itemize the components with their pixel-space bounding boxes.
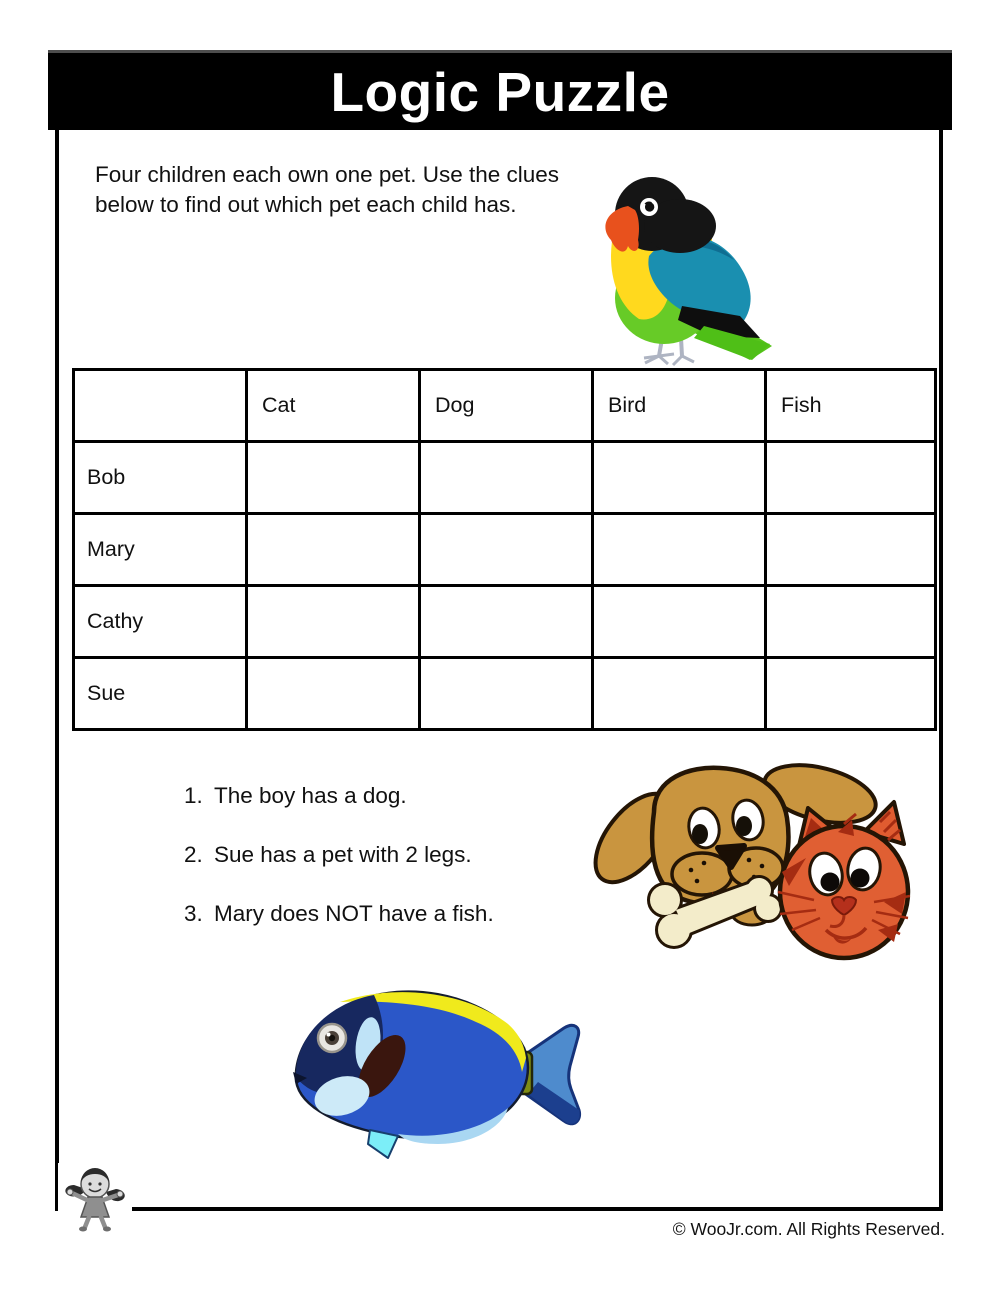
grid-cell[interactable] bbox=[420, 442, 593, 514]
row-header-sue: Sue bbox=[74, 658, 247, 730]
page-title: Logic Puzzle bbox=[330, 60, 670, 123]
grid-cell[interactable] bbox=[420, 658, 593, 730]
instructions-line-2: below to find out which pet each child has. bbox=[95, 191, 517, 217]
grid-cell[interactable] bbox=[593, 514, 766, 586]
grid-row-sue bbox=[74, 658, 936, 730]
cat-image bbox=[778, 802, 910, 958]
mascot-logo bbox=[58, 1163, 132, 1237]
column-header-dog: Dog bbox=[420, 370, 593, 442]
clues-list bbox=[184, 783, 494, 960]
fish-illustration bbox=[280, 982, 594, 1160]
clue-3-text: Mary does NOT have a fish. bbox=[214, 901, 494, 926]
clue-3-number: 3. bbox=[184, 901, 203, 926]
answer-grid bbox=[72, 368, 937, 731]
grid-cell[interactable] bbox=[247, 586, 420, 658]
clue-1-number: 1. bbox=[184, 783, 203, 808]
row-header-cathy: Cathy bbox=[74, 586, 247, 658]
column-header-bird: Bird bbox=[593, 370, 766, 442]
grid-row-bob bbox=[74, 442, 936, 514]
grid-cell[interactable] bbox=[420, 586, 593, 658]
grid-cell[interactable] bbox=[593, 442, 766, 514]
instructions-line-1: Four children each own one pet. Use the clues bbox=[95, 162, 560, 187]
copyright-text: © WooJr.com. All Rights Reserved. bbox=[672, 1219, 945, 1239]
grid-row-cathy bbox=[74, 586, 936, 658]
grid-cell[interactable] bbox=[766, 658, 936, 730]
title-bar bbox=[48, 50, 952, 130]
grid-cell[interactable] bbox=[766, 442, 936, 514]
clue-2-text: Sue has a pet with 2 legs. bbox=[214, 842, 472, 867]
grid-cell[interactable] bbox=[593, 658, 766, 730]
corner-cell bbox=[74, 370, 247, 442]
grid-cell[interactable] bbox=[766, 586, 936, 658]
bird-illustration bbox=[592, 170, 788, 368]
clue-1-text: The boy has a dog. bbox=[214, 783, 407, 808]
clue-2 bbox=[184, 842, 494, 868]
instructions-text bbox=[95, 160, 559, 219]
row-header-mary: Mary bbox=[74, 514, 247, 586]
clue-3 bbox=[184, 901, 494, 927]
grid-cell[interactable] bbox=[247, 658, 420, 730]
column-header-cat: Cat bbox=[247, 370, 420, 442]
dog-and-cat-illustration bbox=[592, 750, 920, 968]
grid-cell[interactable] bbox=[593, 586, 766, 658]
clue-2-number: 2. bbox=[184, 842, 203, 867]
grid-cell[interactable] bbox=[766, 514, 936, 586]
grid-row-mary bbox=[74, 514, 936, 586]
grid-cell[interactable] bbox=[420, 514, 593, 586]
clue-1 bbox=[184, 783, 494, 809]
grid-header-row bbox=[74, 370, 936, 442]
grid-cell[interactable] bbox=[247, 514, 420, 586]
grid-cell[interactable] bbox=[247, 442, 420, 514]
column-header-fish: Fish bbox=[766, 370, 936, 442]
row-header-bob: Bob bbox=[74, 442, 247, 514]
